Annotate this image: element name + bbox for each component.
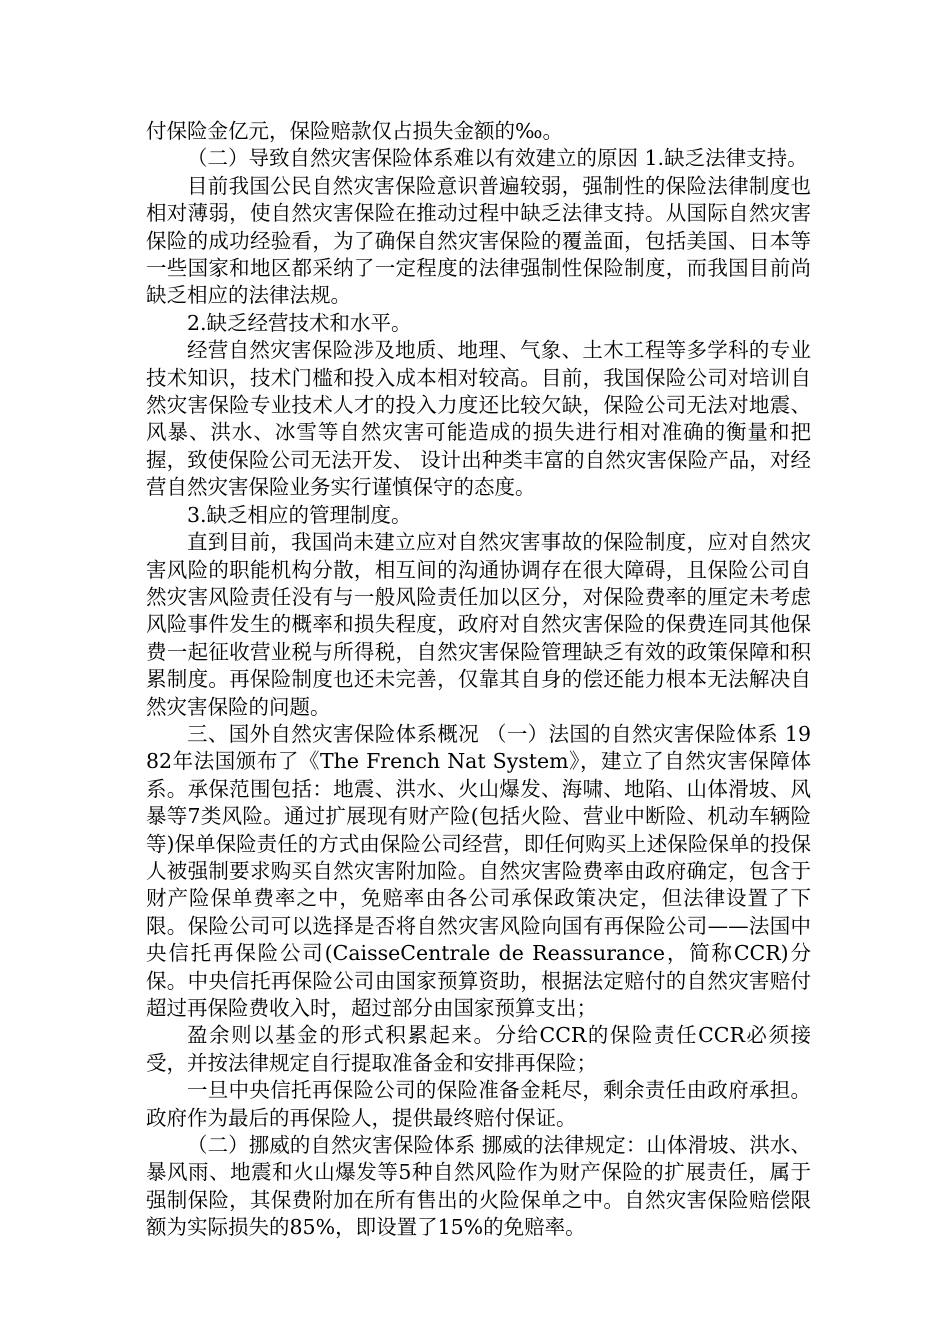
document-body [146, 118, 811, 1242]
paragraph: 2.缺乏经营技术和水平。 [187, 310, 412, 335]
paragraph: 三、国外自然灾害保险体系概况 （一）法国的自然灾害保险体系 1982年法国颁布了《The French Nat System》，建立了自然灾害保障体系。承保范围包括：地震、洪水、火山爆发、海啸、地陷、山体滑坡、风暴等7类风险。通过扩展现有财产险(包括火险、营业中断险、机动车辆险等)保单保险责任的方式由保险公司经营，即任何购买上述保险保单的投保人被强制要求购买自然灾害附加险。自然灾害险费率由政府确定，包含于财产险保单费率之中，免赔率由各公司承保政策决定，但法律设置了下限。保险公司可以选择是否将自然灾害风险向国有再保险公司——法国中央信托再保险公司(CaisseCentrale de Reassurance，简称CCR)分保。中央信托再保险公司由国家预算资助，根据法定赔付的自然灾害赔付超过再保险费收入时，超过部分由国家预算支出； [146, 721, 811, 1020]
paragraph: 经营自然灾害保险涉及地质、地理、气象、土木工程等多学科的专业技术知识，技术门槛和投入成本相对较高。目前，我国保险公司对培训自然灾害保险专业技术人才的投入力度还比较欠缺，保险公司无法对地震、风暴、洪水、冰雪等自然灾害可能造成的损失进行相对准确的衡量和把握，致使保险公司无法开发、 设计出种类丰富的自然灾害保险产品，对经营自然灾害保险业务实行谨慎保守的态度。 [146, 338, 811, 500]
paragraph: 目前我国公民自然灾害保险意识普遍较弱，强制性的保险法律制度也相对薄弱，使自然灾害保险在推动过程中缺乏法律支持。从国际自然灾害保险的成功经验看，为了确保自然灾害保险的覆盖面，包括美国、日本等一些国家和地区都采纳了一定程度的法律强制性保险制度，而我国目前尚缺乏相应的法律法规。 [146, 173, 811, 308]
paragraph: （二）挪威的自然灾害保险体系 挪威的法律规定：山体滑坡、洪水、暴风雨、地震和火山爆发等5种自然风险作为财产保险的扩展责任，属于强制保险，其保费附加在所有售出的火险保单之中。自然灾害保险赔偿限额为实际损失的85%，即设置了15%的免赔率。 [146, 1133, 811, 1240]
paragraph: 3.缺乏相应的管理制度。 [187, 502, 412, 527]
paragraph: 直到目前，我国尚未建立应对自然灾害事故的保险制度，应对自然灾害风险的职能机构分散，相互间的沟通协调存在很大障碍，且保险公司自然灾害风险责任没有与一般风险责任加以区分，对保险费率的厘定未考虑风险事件发生的概率和损失程度，政府对自然灾害保险的保费连同其他保费一起征收营业税与所得税，自然灾害保险管理缺乏有效的政策保障和积累制度。再保险制度也还未完善，仅靠其自身的偿还能力根本无法解决自然灾害保险的问题。 [146, 530, 811, 719]
paragraph: （二）导致自然灾害保险体系难以有效建立的原因 1.缺乏法律支持。 [187, 146, 808, 171]
paragraph: 付保险金亿元，保险赔款仅占损失金额的‰。 [146, 119, 564, 143]
paragraph: 盈余则以基金的形式积累起来。分给CCR的保险责任CCR必须接受，并按法律规定自行提取准备金和安排再保险； [146, 1023, 811, 1075]
paragraph: 一旦中央信托再保险公司的保险准备金耗尽，剩余责任由政府承担。政府作为最后的再保险人，提供最终赔付保证。 [146, 1078, 811, 1130]
